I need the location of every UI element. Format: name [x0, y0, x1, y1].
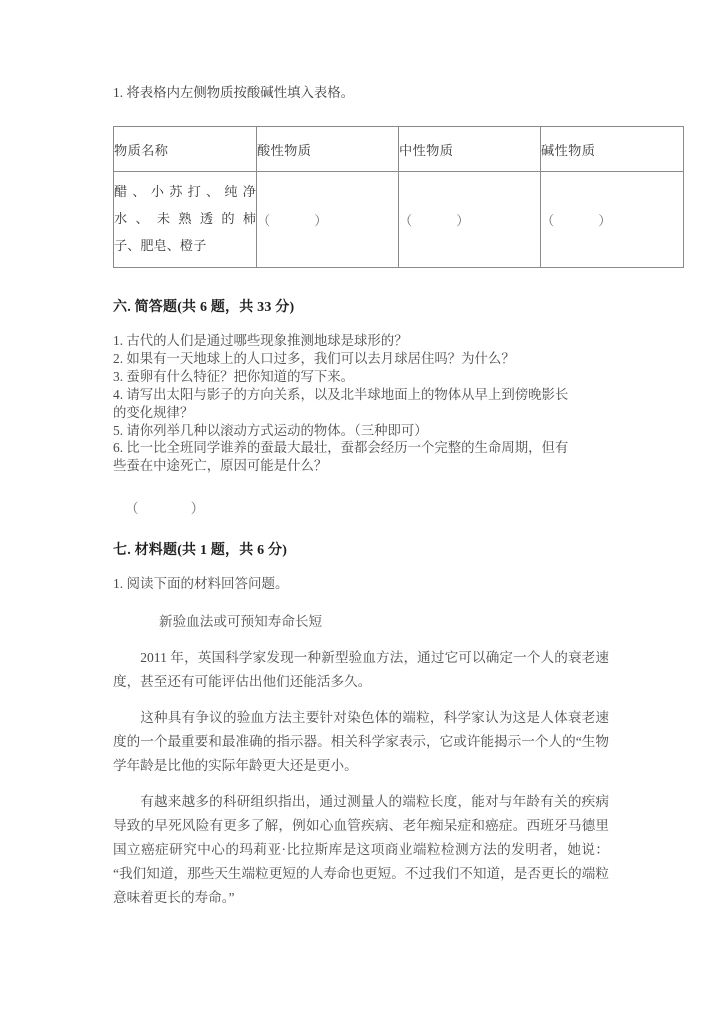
- section-six-question-list: [113, 332, 609, 475]
- spacer: [113, 268, 609, 298]
- question-item: 4. 请写出太阳与影子的方向关系，以及北半球地面上的物体从早上到傍晚影长: [113, 386, 569, 402]
- paren-close: ）: [314, 214, 328, 229]
- question-1-number: 1.: [113, 85, 124, 100]
- spacer: [113, 519, 609, 541]
- page-content: [113, 84, 612, 910]
- question-item: 1. 古代的人们是通过哪些现象推测地球是球形的？: [113, 333, 408, 348]
- question-item: 5. 请你列举几种以滚动方式运动的物体。（三种即可）: [113, 422, 428, 438]
- paren-close: ）: [190, 501, 205, 517]
- paren-close: ）: [456, 214, 470, 229]
- table-header-neutral: 中性物质: [399, 127, 541, 172]
- table-header-row: [114, 127, 684, 172]
- paren-open: （: [541, 214, 555, 229]
- spacer: [113, 694, 609, 706]
- substance-line-1: 醋、小苏打、纯净: [114, 185, 256, 200]
- material-paragraph: 2011 年，英国科学家发现一种新型验血方法，通过它可以确定一个人的衰老速度，甚至还有可能评估出他们还能活多久。: [113, 650, 609, 690]
- table-cell-basic-answer[interactable]: [541, 172, 684, 268]
- material-title: 新验血法或可预知寿命长短: [159, 614, 323, 630]
- substance-list: [114, 179, 256, 260]
- table-cell-neutral-answer[interactable]: [399, 172, 541, 268]
- table-cell-substance-list: [114, 172, 257, 268]
- material-paragraph: 这种具有争议的验血方法主要针对染色体的端粒，科学家认为这是人体衰老速度的一个最重要和最准确的指示器。相关科学家表示，它或许能揭示一个人的“生物学年龄是比他的实际年龄更大还是更小。: [113, 710, 609, 774]
- question-item-continuation: 的变化规律？: [113, 404, 194, 420]
- spacer: [113, 634, 609, 646]
- spacer: [113, 318, 609, 332]
- paren-open: （: [125, 501, 139, 517]
- question-1-body: 将表格内左侧物质按酸碱性填入表格。: [126, 85, 355, 100]
- paren-open: （: [257, 214, 271, 229]
- question-item: 3. 蚕卵有什么特征？把你知道的写下来。: [113, 368, 355, 384]
- spacer: [113, 475, 609, 499]
- material-paragraph: 有越来越多的科研组织指出，通过测量人的端粒长度，能对与年龄有关的疾病导致的早死风险有更多了解，例如心血管疾病、老年痴呆症和癌症。西班牙马德里国立癌症研究中心的玛莉亚·比拉斯库是这项商业端粒检测方法的发明者，她说：“我们知道，那些天生端粒更短的人寿命也更短。不过我们不知道，是否更长的端粒意味着更长的寿命。”: [113, 794, 609, 906]
- section-seven-question-1: 1. 阅读下面的材料回答问题。: [113, 576, 289, 592]
- paren-close: ）: [598, 214, 612, 229]
- table-header-basic: 碱性物质: [541, 127, 684, 172]
- spacer: [113, 594, 609, 610]
- substance-line-2: 水、未熟透的柿: [114, 212, 256, 227]
- question-item: 2. 如果有一天地球上的人口过多，我们可以去月球居住吗？为什么？: [113, 350, 515, 366]
- table-row: [114, 172, 684, 268]
- table-header-substance-name: 物质名称: [114, 127, 257, 172]
- section-seven-heading: 七. 材料题(共 1 题，共 6 分): [113, 543, 288, 559]
- spacer: [113, 561, 609, 574]
- paren-open: （: [399, 214, 413, 229]
- section-six-answer-blank[interactable]: [113, 499, 609, 519]
- table-header-acidic: 酸性物质: [257, 127, 399, 172]
- substance-line-3: 子、肥皂、橙子: [114, 239, 207, 254]
- acid-base-table: [113, 126, 684, 268]
- spacer: [113, 102, 609, 126]
- question-item: 6. 比一比全班同学谁养的蚕最大最壮，蚕都会经历一个完整的生命周期，但有: [113, 440, 569, 456]
- question-1-text: [113, 84, 609, 102]
- question-item-continuation: 些蚕在中途死亡，原因可能是什么？: [113, 458, 328, 474]
- section-six-heading: 六. 简答题(共 6 题，共 33 分): [113, 300, 295, 315]
- table-cell-acidic-answer[interactable]: [257, 172, 399, 268]
- spacer: [113, 778, 609, 790]
